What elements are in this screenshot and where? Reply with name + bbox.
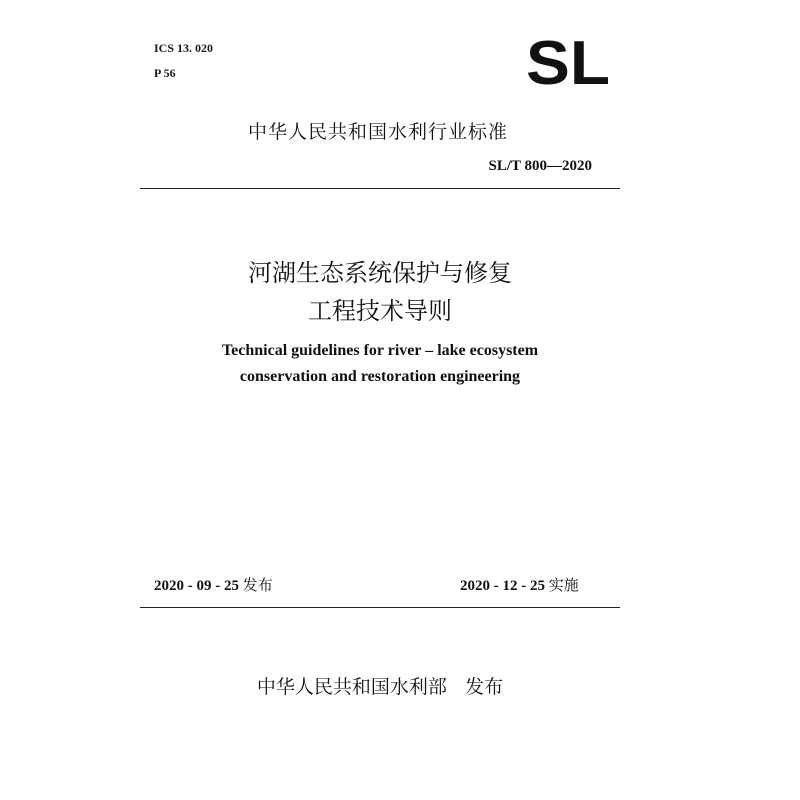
implement-label: 实施 [548,576,579,594]
issue-date: 2020 - 09 - 25 [154,578,239,594]
publisher-name: 中华人民共和国水利部 [256,676,447,698]
sl-logo-text: SL [526,34,610,90]
industry-standard-label: 中华人民共和国水利行业标准 [248,121,509,143]
issue-date-block [154,574,273,597]
publisher-line [0,674,760,700]
top-divider [140,188,620,189]
title-cn-line2: 工程技术导则 [308,297,452,325]
bottom-divider [140,607,620,608]
issue-label: 发布 [242,576,273,594]
standard-code: SL/T 800—2020 [488,158,592,174]
sl-logo [526,34,610,90]
implement-date-block [460,574,579,597]
title-cn-line1: 河湖生态系统保护与修复 [248,259,512,287]
publish-label: 发布 [465,676,504,698]
title-en-line1: Technical guidelines for river – lake ecosystem [221,342,539,359]
title-en-line2: conservation and restoration engineering [239,368,521,385]
classification-code: P 56 [154,66,176,80]
ics-code: ICS 13. 020 [154,41,214,55]
implement-date: 2020 - 12 - 25 [460,578,545,594]
